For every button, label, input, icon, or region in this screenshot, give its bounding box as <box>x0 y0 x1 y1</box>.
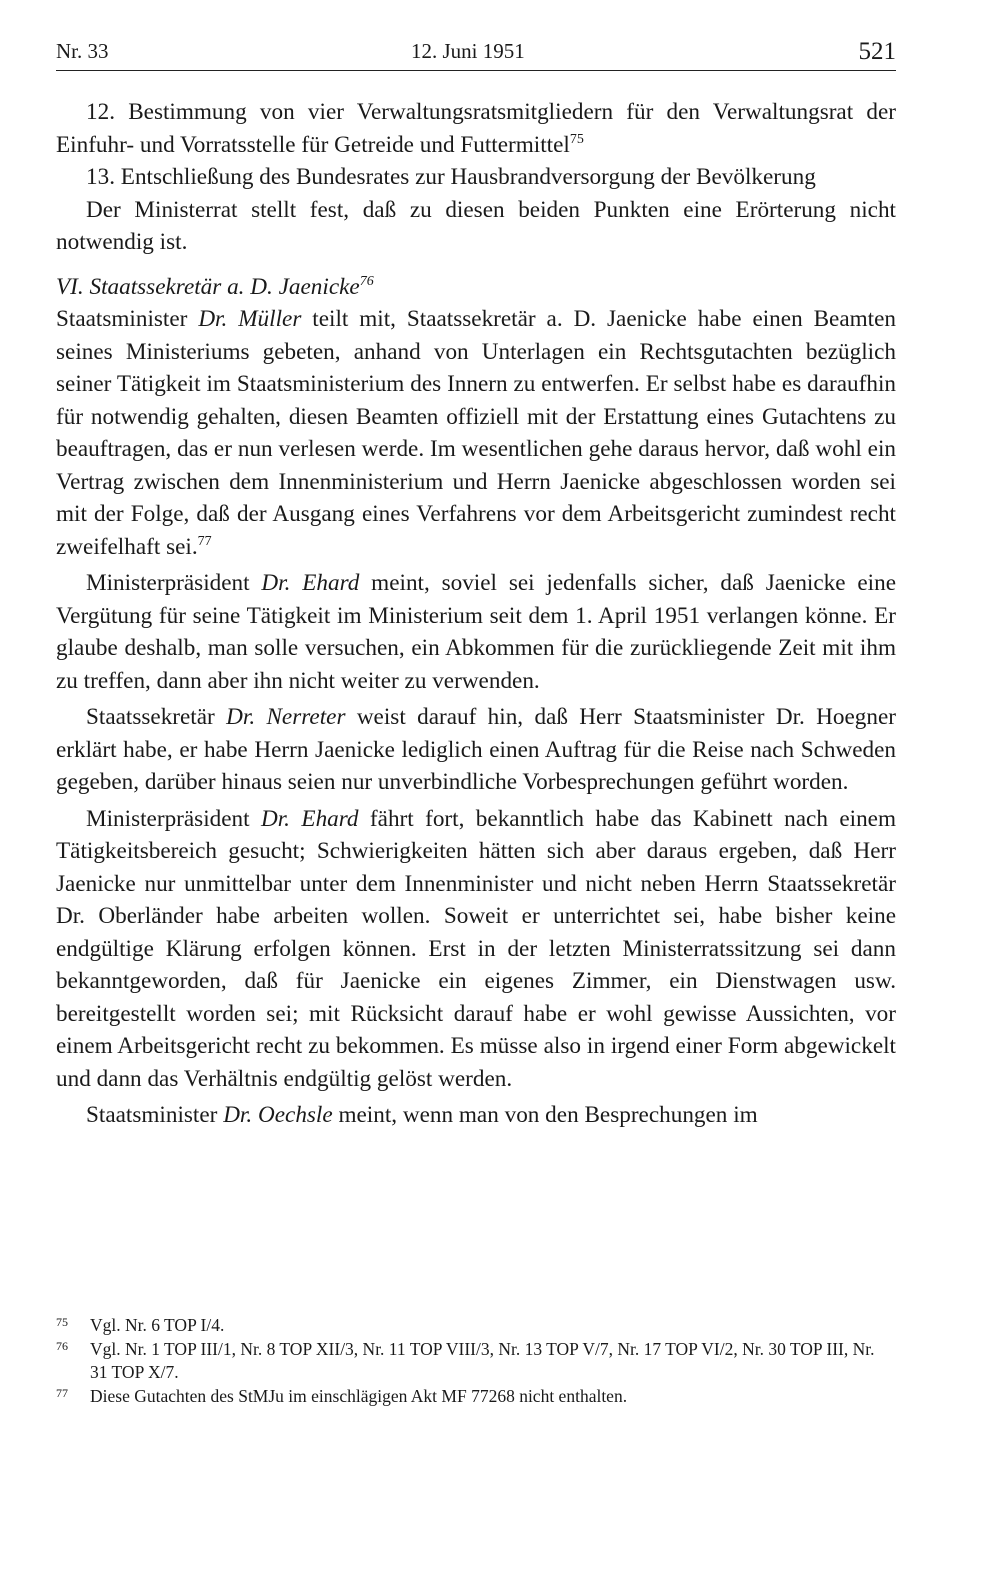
speaker-name: Ehard <box>301 805 359 832</box>
speaker-name: Ehard <box>302 570 360 596</box>
session-date: 12. Juni 1951 <box>411 39 525 63</box>
issue-number: Nr. 33 <box>56 39 109 63</box>
paragraph-ehard-2: Ministerpräsident Dr. Ehard fährt fort, bekanntlich habe das Kabinett nach einem Tätigkeitsbereich gesucht; Schwierigkeiten hätten sich aber daraus ergeben, daß Herr Jaenicke nur unmittelbar unter dem Innenminister und nicht neben Herrn Staatssekretär Dr. Oberländer habe arbeiten wollen. Soweit er unterrichtet sei, habe bisher keine endgültige Klärung erfolgen können. Erst in der letzten Ministerratssitzung sei dann bekanntgeworden, daß für Jaenicke ein eigenes Zimmer, ein Dienstwagen usw. bereitgestellt worden sei; mit Rücksicht darauf habe er wohl gewisse Aussichten, vor einem Arbeitsgericht recht zu bekommen. Es müsse also in irgend einer Form abgewickelt und dann das Verhältnis endgültig gelöst werden. <box>56 805 896 1092</box>
footnote-76 <box>56 1338 896 1384</box>
page-number: 521 <box>858 38 896 65</box>
paragraph-oechsle: Staatsminister Dr. Oechsle meint, wenn man von den Besprechungen im <box>86 1102 758 1128</box>
footnote-text: Vgl. Nr. 1 TOP III/1, Nr. 8 TOP XII/3, Nr. 11 TOP VIII/3, Nr. 13 TOP V/7, Nr. 17 TOP VI/2, Nr. 30 TOP III, Nr. 31 TOP X/7. <box>90 1339 875 1382</box>
paragraph-ministerrat: Der Ministerrat stellt fest, daß zu diesen beiden Punkten eine Erörterung nicht notwendig ist. <box>56 196 896 255</box>
footnote-text: Vgl. Nr. 6 TOP I/4. <box>90 1315 225 1335</box>
speaker-name: Nerreter <box>266 704 346 730</box>
paragraph-nerreter: Staatssekretär Dr. Nerreter weist darauf hin, daß Herr Staatsminister Dr. Hoegner erklärt habe, er habe Herrn Jaenicke lediglich einen Auftrag für die Reise nach Schweden gegeben, darüber hinaus seien nur unverbindliche Vorbesprechungen geführt worden. <box>56 704 896 795</box>
agenda-item-13: 13. Entschließung des Bundesrates zur Hausbrandversorgung der Bevölkerung <box>86 164 816 190</box>
header-rule <box>56 70 896 71</box>
speaker-name: Oechsle <box>257 1102 333 1128</box>
paragraph-mueller: Staatsminister Dr. Müller teilt mit, Staatssekretär a. D. Jaenicke habe einen Beamten seines Ministeriums gebeten, anhand von Unterlagen ein Rechtsgutachten bezüglich seiner Tätigkeit im Staatsministerium des Innern zu entwerfen. Er selbst habe es daraufhin für notwendig gehalten, diesen Beamten offiziell mit der Erstattung eines Gutachtens zu beauftragen, das er nun verlesen werde. Im wesentlichen gehe daraus hervor, daß wohl ein Vertrag zwischen dem Innenministerium und Herrn Jaenicke abgeschlossen worden sei mit der Folge, daß der Ausgang eines Verfahrens vor dem Arbeitsgericht zumindest recht zweifelhaft sei.$^{77}$ <box>56 306 896 560</box>
footnotes <box>56 1314 896 1409</box>
paragraph-ehard-1: Ministerpräsident Dr. Ehard meint, soviel sei jedenfalls sicher, daß Jaenicke eine Vergütung für seine Tätigkeit im Ministerium seit dem 1. April 1951 verlangen könne. Er glaube deshalb, man solle versuchen, ein Abkommen für die zurückliegende Zeit mit ihm zu treffen, dann aber ihn nicht weiter zu verwenden. <box>56 570 896 694</box>
footnote-ref-76: 76 <box>359 273 374 289</box>
main-text <box>56 96 896 1132</box>
footnote-ref-77: 77 <box>197 533 212 549</box>
footnote-ref-75: 75 <box>569 131 584 147</box>
speaker-name: Müller <box>238 306 302 332</box>
agenda-item-12: 12. Bestimmung von vier Verwaltungsratsmitgliedern für den Verwaltungsrat der Einfuhr- und Vorratsstelle für Getreide und Futtermittel$^{75}$ <box>56 99 896 158</box>
page-header <box>56 32 896 70</box>
footnote-75 <box>56 1314 896 1337</box>
footnote-number: 77 <box>56 1386 68 1400</box>
footnote-number: 75 <box>56 1315 68 1329</box>
footnote-number: 76 <box>56 1339 68 1353</box>
footnote-text: Diese Gutachten des StMJu im einschlägigen Akt MF 77268 nicht enthalten. <box>90 1386 628 1406</box>
footnote-77 <box>56 1385 896 1408</box>
document-page <box>56 0 896 1577</box>
section-heading: VI. Staatssekretär a. D. Jaenicke$^{76}$ <box>56 273 374 300</box>
